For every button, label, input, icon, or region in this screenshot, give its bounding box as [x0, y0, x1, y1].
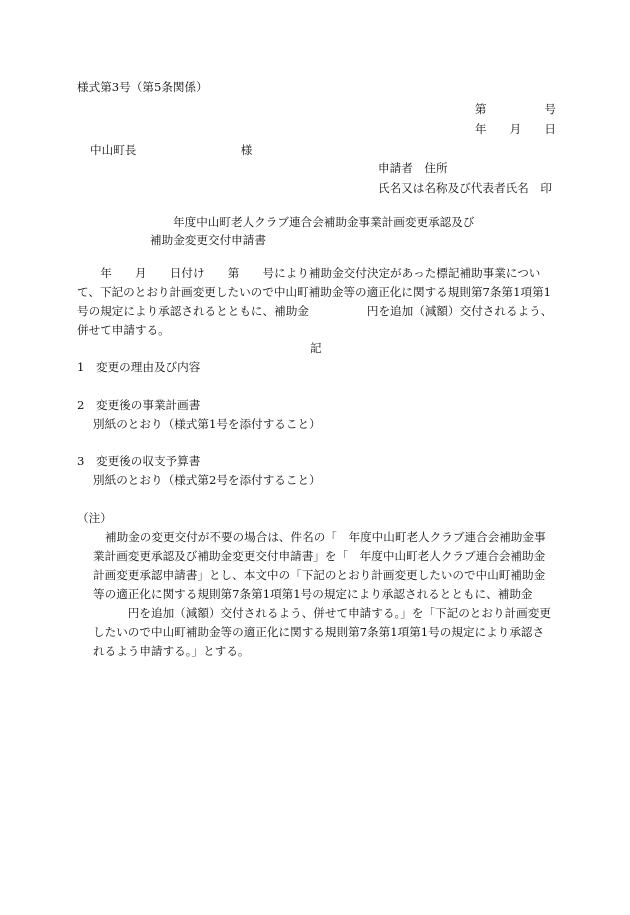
item-detail-2: 別紙のとおり（様式第1号を添付すること）	[93, 417, 321, 431]
body-line: 併せて申請する。	[77, 323, 170, 337]
note-line: したいので中山町補助金等の適正化に関する規則第7条第1項第1号の規定により承認さ	[93, 625, 545, 639]
item-heading-1: 1 変更の理由及び内容	[77, 360, 201, 374]
addressee: 中山町長 様	[90, 143, 253, 157]
form-id: 様式第3号（第5条関係）	[77, 80, 208, 94]
note-line: 円を追加（減額）交付されるよう、併せて申請する。」を「下記のとおり計画変更	[93, 606, 551, 620]
document-number: 第 号	[474, 102, 556, 116]
item-heading-2: 2 変更後の事業計画書	[77, 398, 201, 412]
note-line: 補助金の変更交付が不要の場合は、件名の「 年度中山町老人クラブ連合会補助金事	[105, 530, 546, 544]
note-label: （注）	[77, 511, 112, 525]
body-line: 号の規定により承認されるとともに、補助金 円を追加（減額）交付されるよう、	[77, 304, 553, 318]
document-date: 年 月 日	[474, 122, 556, 136]
note-line: 業計画変更承認及び補助金変更交付申請書」を「 年度中山町老人クラブ連合会補助金	[93, 549, 546, 563]
item-heading-3: 3 変更後の収支予算書	[77, 454, 201, 468]
applicant-name: 氏名又は名称及び代表者氏名 印	[378, 181, 552, 195]
ki-marker: 記	[310, 341, 322, 355]
title-line-1: 年度中山町老人クラブ連合会補助金事業計画変更承認及び	[173, 215, 475, 229]
body-line: 年 月 日付け 第 号により補助金交付決定があった標記補助事業につい	[77, 266, 541, 280]
note-line: れるよう申請する。」とする。	[93, 644, 250, 658]
note-line: 計画変更承認申請書」とし、本文中の「下記のとおり計画変更したいので中山町補助金	[93, 568, 546, 582]
title-line-2: 補助金変更交付申請書	[150, 233, 266, 247]
applicant-address: 申請者 住所	[378, 161, 448, 175]
item-detail-3: 別紙のとおり（様式第2号を添付すること）	[93, 473, 321, 487]
body-line: て、下記のとおり計画変更したいので中山町補助金等の適正化に関する規則第7条第1項第1	[77, 285, 552, 299]
note-line: 等の適正化に関する規則第7条第1項第1号の規定により承認されるとともに、補助金	[93, 587, 533, 601]
